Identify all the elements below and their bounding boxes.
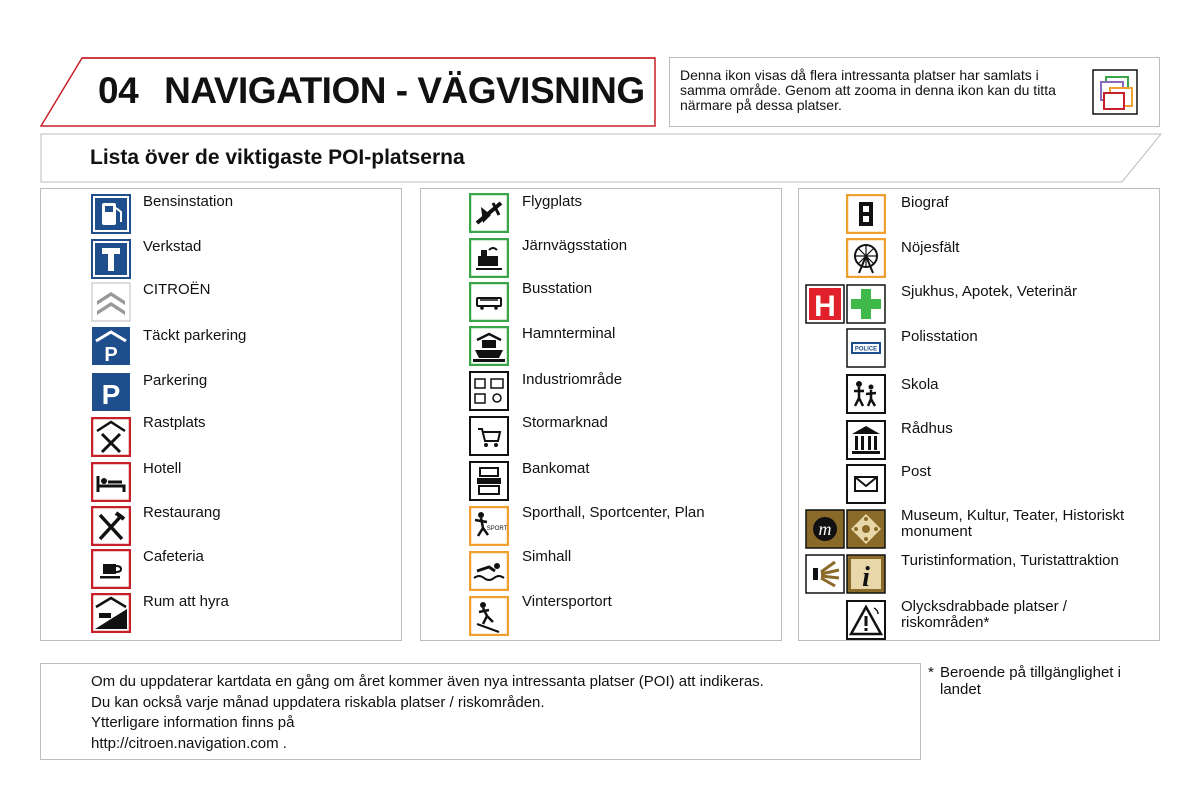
poi-label: Bankomat (522, 460, 590, 477)
sport-icon (469, 506, 509, 546)
poi-label: CITROËN (143, 281, 211, 298)
chapter-number: 04 (98, 70, 139, 111)
hospital-icon-text: H (814, 290, 836, 323)
information-icon (846, 554, 886, 594)
poi-label: Hamnterminal (522, 325, 616, 342)
hospital-h-icon (805, 284, 845, 324)
citroen-logo-icon (91, 282, 131, 322)
stacked-pages-icon (1092, 69, 1138, 115)
fork-knife-icon (91, 506, 131, 546)
chapter-title (98, 70, 645, 112)
town-hall-icon (846, 420, 886, 460)
poi-label: Rastplats (143, 414, 206, 431)
fuel-pump-icon (91, 194, 131, 234)
info-text: Denna ikon visas då flera intressanta platser har samlats i samma område. Genom att zooma in denna ikon kan du titta närmare på dessa platser. (680, 67, 1056, 113)
sightseeing-icon (805, 554, 845, 594)
warning-triangle-icon (846, 600, 886, 640)
poi-label: Verkstad (143, 238, 202, 255)
poi-label: Rum att hyra (143, 593, 229, 610)
police-icon (846, 328, 886, 368)
train-icon (469, 238, 509, 278)
poi-label: Skola (901, 376, 939, 393)
chapter-header (40, 57, 656, 127)
poi-label: Post (901, 463, 932, 480)
poi-label: Turistinformation, Turistattraktion (901, 552, 1119, 569)
poi-label: Sjukhus, Apotek, Veterinär (901, 283, 1077, 300)
pharmacy-cross-icon (846, 284, 886, 324)
room-rental-icon (91, 593, 131, 633)
chapter-heading: NAVIGATION - VÄGVISNING (164, 70, 645, 111)
bus-icon (469, 282, 509, 322)
skier-icon (469, 596, 509, 636)
poi-label: Industriområde (522, 371, 623, 388)
poi-label: Flygplats (522, 193, 583, 210)
sport-icon-text: SPORT (486, 526, 508, 532)
poi-label: Stormarknad (522, 414, 608, 431)
poi-label: Olycksdrabbade platser / riskområden* (901, 598, 1067, 631)
ferry-icon (469, 326, 509, 366)
footer-line-2: Du kan också varje månad uppdatera riskabla platser / riskområden. (91, 693, 545, 711)
coffee-cup-icon (91, 549, 131, 589)
monument-icon (846, 509, 886, 549)
museum-m-icon (805, 509, 845, 549)
parking-icon (91, 372, 131, 412)
poi-column-2 (420, 188, 782, 641)
wrench-icon (91, 239, 131, 279)
atm-icon (469, 461, 509, 501)
poi-label: Cafeteria (143, 548, 204, 565)
poi-label: Rådhus (901, 420, 953, 437)
footer-line-1: Om du uppdaterar kartdata en gång om året kommer även nya intressanta platser (POI) att indikeras. (91, 673, 764, 690)
footnote (928, 664, 1158, 698)
school-children-icon (846, 374, 886, 414)
footer-line-3: Ytterligare information finns på (91, 714, 295, 731)
poi-column-1 (40, 188, 402, 641)
poi-label: Nöjesfält (901, 239, 960, 256)
bed-icon (91, 462, 131, 502)
footer-text (91, 672, 764, 754)
museum-icon-text: m (818, 519, 832, 539)
poi-label: Biograf (901, 194, 949, 211)
industry-icon (469, 371, 509, 411)
shopping-cart-icon (469, 416, 509, 456)
poi-label: Busstation (522, 280, 593, 297)
footnote-marker: * (928, 664, 934, 681)
poi-label: Sporthall, Sportcenter, Plan (522, 504, 705, 521)
section-header (40, 133, 1162, 183)
poi-label: Bensinstation (143, 193, 234, 210)
ferris-wheel-icon (846, 238, 886, 278)
svg-text:P: P (104, 344, 118, 366)
swimmer-icon (469, 551, 509, 591)
svg-text:P: P (101, 379, 121, 410)
poi-label: Simhall (522, 548, 572, 565)
footnote-text: Beroende på tillgänglighet i landet (940, 664, 1121, 698)
poi-label: Restaurang (143, 504, 221, 521)
covered-parking-icon (91, 326, 131, 366)
poi-label: Hotell (143, 460, 182, 477)
poi-label: Täckt parkering (143, 327, 247, 344)
poi-label: Polisstation (901, 328, 978, 345)
airplane-icon (469, 193, 509, 233)
poi-column-3 (798, 188, 1160, 641)
poi-label: Järnvägsstation (522, 237, 628, 254)
rest-area-icon (91, 417, 131, 457)
poi-label: Parkering (143, 372, 208, 389)
poi-label: Museum, Kultur, Teater, Historiskt monument (901, 507, 1125, 540)
info-box (669, 57, 1160, 127)
section-title: Lista över de viktigaste POI-platserna (90, 146, 465, 169)
film-icon (846, 194, 886, 234)
footer-box (40, 663, 921, 760)
information-icon-text: i (862, 562, 870, 593)
footer-line-4: http://citroen.navigation.com . (91, 734, 287, 752)
envelope-icon (846, 464, 886, 504)
police-icon-text: POLICE (854, 346, 878, 353)
poi-label: Vintersportort (522, 593, 612, 610)
